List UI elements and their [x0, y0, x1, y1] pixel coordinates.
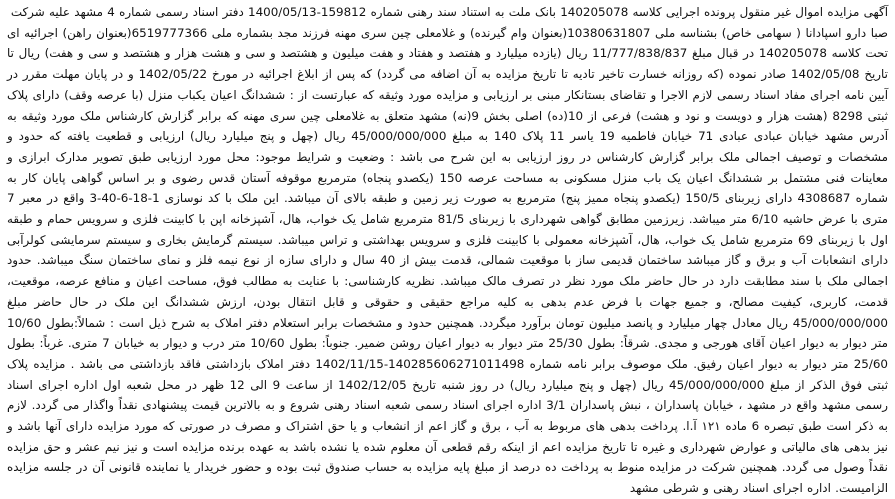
notice-title-line: آگهی مزایده اموال غیر منقول پرونده اجرایی کلاسه 140205078 بانک ملت به استناد سند رهنی شماره 159812-1400/05/13 دفتر اسناد رسمی شماره 4 مشهد علیه شرکت [10, 5, 888, 19]
notice-body: صبا دارو اسپادانا ( سهامی خاص) بشناسه ملی 10380631807(بعنوان وام گیرنده) و غلامعلی چین سری مهنه فرزند مجد بشماره ملی 6519777366(بعنوان راهن) اجرائیه ای تحت کلاسه 140205078 در قبال مبلغ 11/777/838/837 ریال (یازده میلیارد و هفتصد و هفتاد و هفت میلیون و هشتصد و سی و هشت هزار و هشتصد و سی و هفت) ریال تا تاریخ 1402/05/08 صادر نموده (که روزانه خسارت تاخیر تادیه تا تاریخ مزایده به آن اضافه می گردد) که پس از ابلاغ اجرائیه در مورخ 1402/05/22 و در پایان مهلت مقرر در آیین نامه اجرای مفاد اسناد رسمی لازم الاجرا و تقاضای بستانکار مبنی بر ارزیابی و مزایده مورد وثیقه که عبارتست از : ششدانگ اعیان یکباب منزل (با عرصه وقف) دارای پلاک ثبتی 8298 (هشت هزار و دویست و نود و هشت) فرعی از 10(ده) اصلی بخش 9(نه) مشهد متعلق به غلامعلی چین سری مهنه که برابر گزارش کارشناس ملک مورد وثیقه به آدرس مشهد خیابان عبادی عبادی 71 خیابان فاطمیه 19 یاسر 11 پلاک 140 به مبلغ 45/000/000/000 ریال (چهل و پنج میلیارد ریال) ارزیابی و قطعیت یافته که حدود و مشخصات و توصیف اجمالی ملک برابر گزارش کارشناس در روز ارزیابی به این شرح می باشد : وضعیت و شرایط موجود: محل مورد ارزیابی طبق تصویر مدارک ابرازی و معاینات فنی مشتمل بر ششدانگ اعیان یک باب منزل مسکونی به مساحت عرصه 150 (یکصدو پنجاه) مترمربع موقوفه آستان قدس رضوی و بر اساس گواهی پایان کار به شماره 4308687 دارای زیربنای 150/5 (یکصدو پنجاه ممیز پنج) مترمربع به صورت زیر زمین و طبقه بالای آن میباشد. این ملک با کد نوسازی 1-18-6-40-3 واقع در معبر 7 متری با عرض حاشیه 6/10 متر میباشد. زیرزمین مطابق گواهی شهرداری با زیربنای 81/5 مترمربع شامل یک خواب، هال، آشپزخانه اپن با کابینت فلزی و سرویس حمام و طبقه اول با زیربنای 69 مترمربع شامل یک خواب، هال، آشپزخانه معمولی با کابینت فلزی و سرویس بهداشتی و تراس میباشد. سیستم گرمایش بخاری و سیستم سرمایشی کولرآبی دارای انشعابات آب و برق و گاز میباشد ساختمان قدیمی ساز با موقعیت شمالی، قدمت بیش از 40 سال و دارای سازه از نوع نیمه فلز و نمای ساختمان سنگ میباشد. حدود اجمالی ملک با سند مطابقت دارد در حال حاضر ملک مورد نظر در تصرف مالک میباشد. نظریه کارشناسی: با عنایت به مطالب فوق، مساحت اعیان و منافع عرصه، موقعیت، قدمت، کاربری، کیفیت مصالح، و جمیع جهات با فرض عدم بدهی به کلیه مراجع حقیقی و حقوقی و قابل انتقال بودن، ارزش ششدانگ این ملک در حال حاضر مبلغ 45/000/000/000 ریال معادل چهار میلیارد و پانصد میلیون تومان برآورد میگردد. همچنین حدود و مشخصات برابر استعلام دفتر املاک به شرح ذیل است : شمالاً:بطول 10/60 متر دیوار به دیوار اعیان آقای هورجی و مجدی. شرقاً: بطول 25/30 متر دیوار به دیوار اعیان روشن ضمیر. جنوباً: بطول 10/60 متر درب و دیوار به خیابان 7 متری. غرباً: بطول 25/60 متر دیوار به دیوار اعیان رفیق. ملک موصوف برابر نامه شماره 140285606271011498-1402/11/15 دفتر املاک بازداشتی فاقد بازداشتی می باشد . مزایده پلاک ثبتی فوق الذکر از مبلغ 45/000/000/000 ریال (چهل و پنج میلیارد ریال) در روز شنبه تاریخ 1402/12/05 از ساعت 9 الی 12 ظهر در محل شعبه اول اداره اجرای اسناد رسمی مشهد واقع در مشهد ، خیابان پاسداران ، نبش پاسداران 3/1 اداره اجرای اسناد رسمی شعبه اسناد رهنی شروع و به بالاترین قیمت پیشنهادی نقداً واگذار می گردد. لازم به ذکر است طبق تبصره 6 ماده ۱۲۱ آ.ا. پرداخت بدهی های مربوط به آب ، برق و گاز اعم از انشعاب و یا حق اشتراک و مصرف در صورتی که مورد مزایده دارای آنها باشد و نیز بدهی های مالیاتی و عوارض شهرداری و غیره تا تاریخ مزایده اعم از اینکه رقم قطعی آن معلوم شده یا نشده باشد به عهده برنده مزایده است و نیز نیم عشر و حق مزایده نقداً وصول می گردد. همچنین شرکت در مزایده منوط به پرداخت ده درصد از مبلغ پایه مزایده به حساب صندوق ثبت بوده و حضور خریدار یا نماینده قانونی آن در جلسه مزایده الزامیست. اداره اجرای اسناد رهنی و شرطی مشهد [7, 25, 889, 496]
